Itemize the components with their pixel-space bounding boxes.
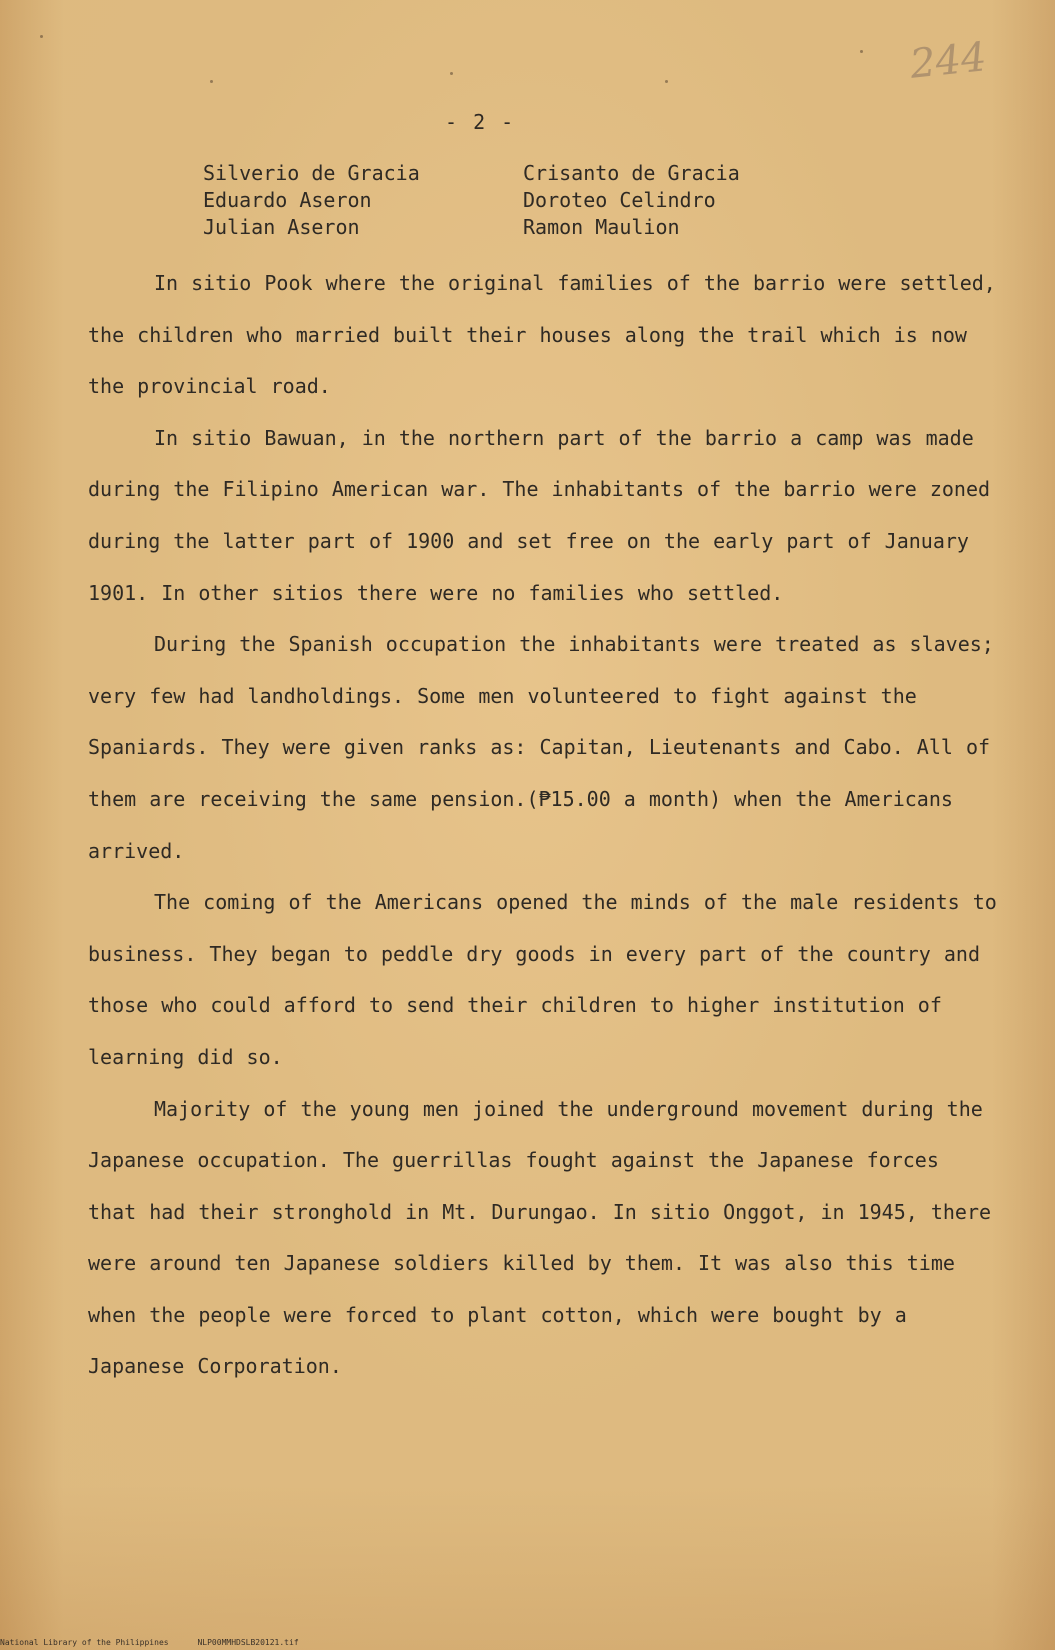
name-entry: Eduardo Aseron [203, 188, 372, 212]
paragraph-japanese-occupation: Majority of the young men joined the underground movement during the Japanese occupation. The guerrillas fought against the Japanese forces that had their stronghold in Mt. Durungao. In sitio Onggot, in 1945, there were around ten Japanese soldiers killed by them. It was also this time when the people were forced to plant cotton, which were bought by a Japanese Corporation. [88, 1096, 992, 1379]
name-entry: Julian Aseron [203, 215, 360, 239]
paper-speck [665, 80, 668, 83]
paragraph-sitio-pook: In sitio Pook where the original families of the barrio were settled, the children who married built their houses along the trail which is now the provincial road. [88, 271, 996, 399]
name-entry: Silverio de Gracia [203, 161, 420, 185]
paper-speck [210, 80, 213, 83]
name-entry: Ramon Maulion [523, 215, 680, 239]
name-entry: Doroteo Celindro [523, 188, 716, 212]
body-text [88, 258, 998, 1393]
footer-file: NLP00MMHDSLB20121.tif [197, 1638, 299, 1647]
paragraph-spanish-occupation: During the Spanish occupation the inhabitants were treated as slaves; very few had landholdings. Some men volunteered to fight against the Spaniards. They were given ranks as: Capitan, Lieutenants and Cabo. All of them are receiving the same pension.(₱15.00 a month) when the Americans arrived. [88, 632, 994, 863]
page-number: - 2 - [445, 110, 516, 134]
paper-speck [40, 35, 43, 38]
paragraph-american-period: The coming of the Americans opened the minds of the male residents to business. They began to peddle dry goods in every part of the country and those who could afford to send their children to higher institution of learning did so. [88, 890, 997, 1069]
paragraph-sitio-bawuan: In sitio Bawuan, in the northern part of the barrio a camp was made during the Filipino American war. The inhabitants of the barrio were zoned during the latter part of 1900 and set free on the early part of January 1901. In other sitios there were no families who settled. [88, 425, 991, 605]
scan-footer [0, 1638, 299, 1647]
name-entry: Crisanto de Gracia [523, 161, 740, 185]
names-column-right [523, 160, 843, 241]
footer-library: National Library of the Philippines [0, 1638, 169, 1647]
names-column-left [203, 160, 523, 241]
paper-speck [860, 50, 863, 53]
paper-speck [450, 72, 453, 75]
names-list [203, 160, 843, 241]
handwritten-folio-number: 244 [907, 34, 989, 88]
